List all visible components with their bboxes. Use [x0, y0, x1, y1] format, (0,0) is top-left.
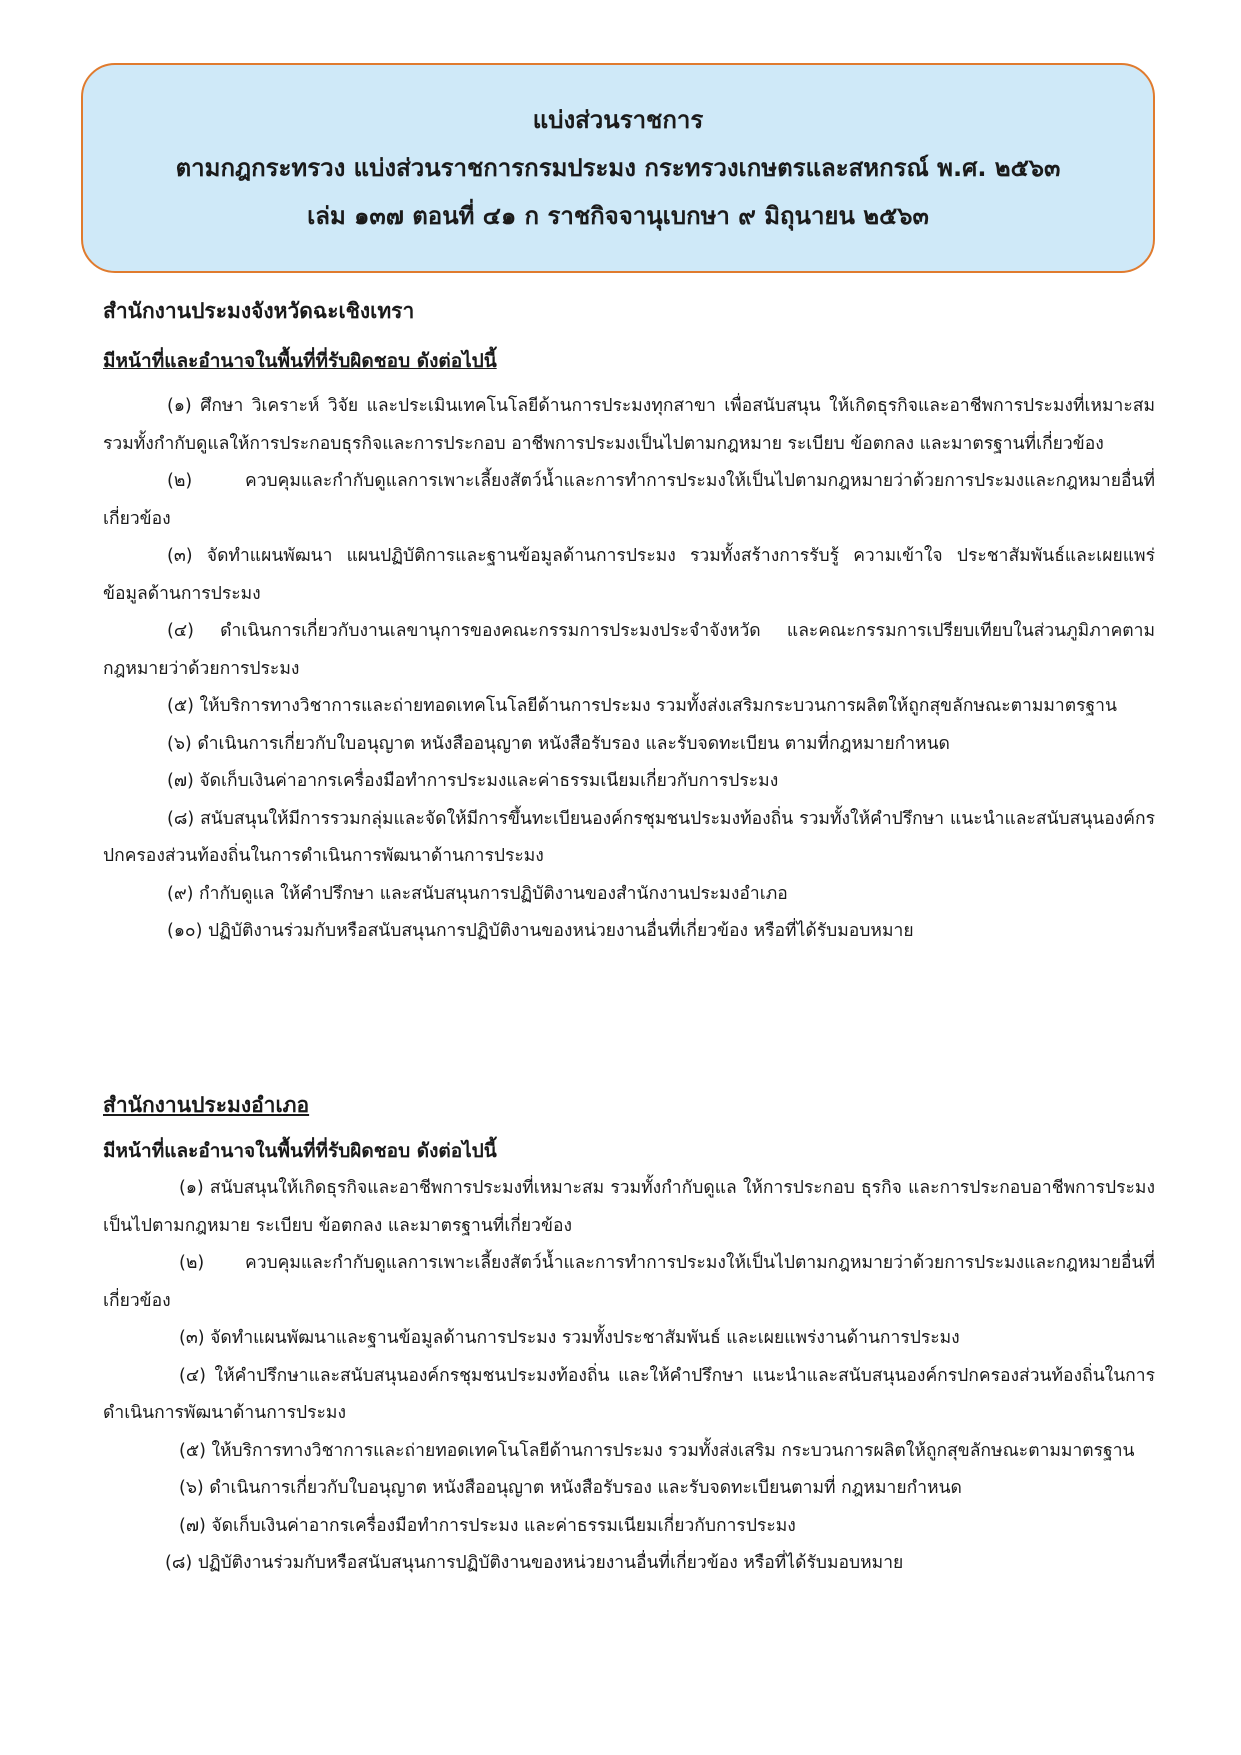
- provincial-duty-item: (๙) กำกับดูแล ให้คำปรึกษา และสนับสนุนการปฏิบัติงานของสำนักงานประมงอำเภอ: [167, 883, 788, 904]
- district-duty-item: (๗) จัดเก็บเงินค่าอากรเครื่องมือทำการประมง และค่าธรรมเนียมเกี่ยวกับการประมง: [179, 1515, 796, 1536]
- provincial-duty-item: (๑) ศึกษา วิเคราะห์ วิจัย และประเมินเทคโนโลยีด้านการประมงทุกสาขา เพื่อสนับสนุน ให้เกิดธุรกิจและอาชีพการประมงที่เหมาะสม รวมทั้งกำกับดูแลให้การประกอบธุรกิจและการประกอบ อาชีพการประมงเป็นไปตามกฎหมาย ระเบียบ ข้อตกลง และมาตรฐานที่เกี่ยวข้อง: [103, 396, 1155, 454]
- document-header: [81, 63, 1155, 273]
- district-office-section: [103, 1090, 1155, 1583]
- provincial-duty-item: (๓) จัดทำแผนพัฒนา แผนปฏิบัติการและฐานข้อมูลด้านการประมง รวมทั้งสร้างการรับรู้ ความเข้าใจ ประชาสัมพันธ์และเผยแพร่ข้อมูลด้านการประมง: [103, 546, 1155, 604]
- district-duty-item: (๓) จัดทำแผนพัฒนาและฐานข้อมูลด้านการประมง รวมทั้งประชาสัมพันธ์ และเผยแพร่งานด้านการประมง: [179, 1328, 960, 1348]
- provincial-duty-item: (๔) ดำเนินการเกี่ยวกับงานเลขานุการของคณะกรรมการประมงประจำจังหวัด และคณะกรรมการเปรียบเทียบในส่วนภูมิภาคตามกฎหมายว่าด้วยการประมง: [103, 621, 1155, 679]
- provincial-office-title: สำนักงานประมงจังหวัดฉะเชิงเทรา: [103, 299, 415, 323]
- district-duty-item: (๒) ควบคุมและกำกับดูแลการเพาะเลี้ยงสัตว์น้ำและการทำการประมงให้เป็นไปตามกฎหมายว่าด้วยการประมงและกฎหมายอื่นที่เกี่ยวข้อง: [103, 1253, 1155, 1311]
- district-duty-item: (๑) สนับสนุนให้เกิดธุรกิจและอาชีพการประมงที่เหมาะสม รวมทั้งกำกับดูแล ให้การประกอบ ธุรกิจ และการประกอบอาชีพการประมงเป็นไปตามกฎหมาย ระเบียบ ข้อตกลง และมาตรฐานที่เกี่ยวข้อง: [103, 1178, 1155, 1236]
- header-regulation: ตามกฎกระทรวง แบ่งส่วนราชการกรมประมง กระทรวงเกษตรและสหกรณ์ พ.ศ. ๒๕๖๓: [175, 154, 1061, 182]
- provincial-duty-item: (๒) ควบคุมและกำกับดูแลการเพาะเลี้ยงสัตว์น้ำและการทำการประมงให้เป็นไปตามกฎหมายว่าด้วยการประมงและกฎหมายอื่นที่เกี่ยวข้อง: [103, 471, 1155, 529]
- district-duty-item: (๕) ให้บริการทางวิชาการและถ่ายทอดเทคโนโลยีด้านการประมง รวมทั้งส่งเสริม กระบวนการผลิตให้ถูกสุขลักษณะตามมาตรฐาน: [179, 1440, 1135, 1461]
- provincial-duty-item: (๘) สนับสนุนให้มีการรวมกลุ่มและจัดให้มีการขึ้นทะเบียนองค์กรชุมชนประมงท้องถิ่น รวมทั้งให้คำปรึกษา แนะนำและสนับสนุนองค์กรปกครองส่วนท้องถิ่นในการดำเนินการพัฒนาด้านการประมง: [103, 808, 1155, 866]
- district-office-title: สำนักงานประมงอำเภอ: [103, 1093, 310, 1117]
- provincial-duty-item: (๖) ดำเนินการเกี่ยวกับใบอนุญาต หนังสืออนุญาต หนังสือรับรอง และรับจดทะเบียน ตามที่กฎหมายกำหนด: [167, 733, 950, 754]
- provincial-office-duties-heading: มีหน้าที่และอำนาจในพื้นที่ที่รับผิดชอบ ดังต่อไปนี้: [103, 350, 497, 372]
- provincial-duty-item: (๕) ให้บริการทางวิชาการและถ่ายทอดเทคโนโลยีด้านการประมง รวมทั้งส่งเสริมกระบวนการผลิตให้ถูกสุขลักษณะตามมาตรฐาน: [167, 696, 1117, 716]
- district-duty-item: (๔) ให้คำปรึกษาและสนับสนุนองค์กรชุมชนประมงท้องถิ่น และให้คำปรึกษา แนะนำและสนับสนุนองค์กรปกครองส่วนท้องถิ่นในการดำเนินการพัฒนาด้านการประมง: [103, 1365, 1155, 1423]
- provincial-duty-item: (๑๐) ปฏิบัติงานร่วมกับหรือสนับสนุนการปฏิบัติงานของหน่วยงานอื่นที่เกี่ยวข้อง หรือที่ได้รับมอบหมาย: [167, 921, 914, 941]
- header-title: แบ่งส่วนราชการ: [532, 106, 704, 134]
- district-duty-item: (๘) ปฏิบัติงานร่วมกับหรือสนับสนุนการปฏิบัติงานของหน่วยงานอื่นที่เกี่ยวข้อง หรือที่ได้รับมอบหมาย: [165, 1553, 904, 1573]
- provincial-duty-item: (๗) จัดเก็บเงินค่าอากรเครื่องมือทำการประมงและค่าธรรมเนียมเกี่ยวกับการประมง: [167, 771, 779, 791]
- provincial-office-section: [103, 296, 1155, 951]
- district-duty-item: (๖) ดำเนินการเกี่ยวกับใบอนุญาต หนังสืออนุญาต หนังสือรับรอง และรับจดทะเบียนตามที่ กฎหมายกำหนด: [179, 1478, 962, 1498]
- header-gazette-reference: เล่ม ๑๓๗ ตอนที่ ๔๑ ก ราชกิจจานุเบกษา ๙ มิถุนายน ๒๕๖๓: [307, 202, 929, 230]
- district-office-duties-heading: มีหน้าที่และอำนาจในพื้นที่ที่รับผิดชอบ ดังต่อไปนี้: [103, 1140, 497, 1162]
